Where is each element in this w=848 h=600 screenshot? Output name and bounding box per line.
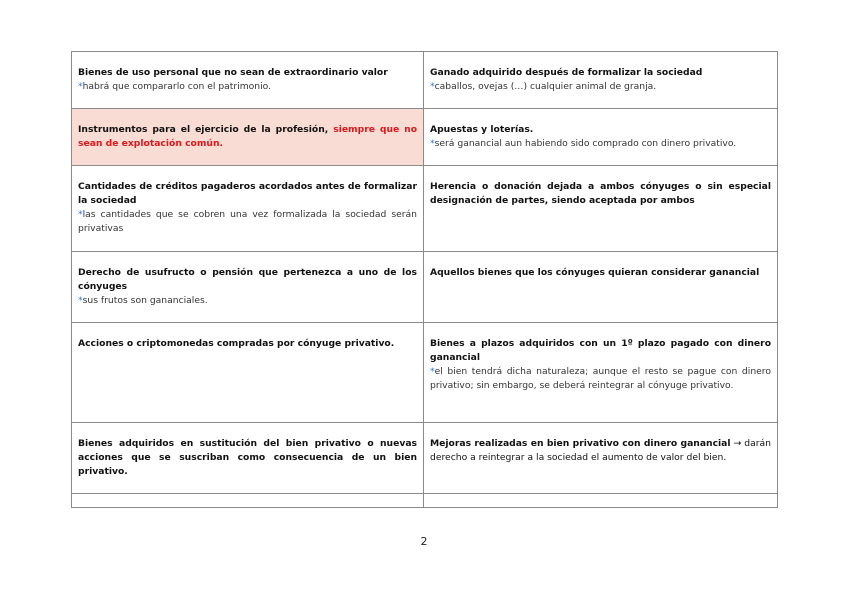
table-row <box>72 323 778 423</box>
page-number: 2 <box>420 535 428 548</box>
cell-title: Bienes adquiridos en sustitución del bien privativo o nuevas acciones que se suscriban como consecuencia de un bien privativo. <box>78 438 417 477</box>
cell-note: *las cantidades que se cobren una vez formalizada la sociedad serán privativas <box>78 209 417 234</box>
cell-title: Bienes de uso personal que no sean de extraordinario valor <box>78 67 388 78</box>
table-row <box>72 166 778 252</box>
cell-note: *será ganancial aun habiendo sido comprado con dinero privativo. <box>430 138 737 149</box>
table-cell <box>424 252 778 323</box>
asterisk-marker: * <box>78 209 83 220</box>
table-cell <box>72 166 424 252</box>
table-row <box>72 109 778 166</box>
table-cell <box>72 52 424 109</box>
table-row <box>72 423 778 494</box>
cell-title: Bienes a plazos adquiridos con un 1º plazo pagado con dinero ganancial <box>430 338 771 363</box>
cell-text <box>430 437 771 465</box>
cell-note: *sus frutos son gananciales. <box>78 295 208 306</box>
table-cell <box>424 494 778 508</box>
cell-title: Cantidades de créditos pagaderos acordados antes de formalizar la sociedad <box>78 181 417 206</box>
table-cell <box>424 109 778 166</box>
table-cell <box>424 423 778 494</box>
cell-title: Herencia o donación dejada a ambos cónyuges o sin especial designación de partes, siendo aceptada por ambos <box>430 181 771 206</box>
table-cell-highlighted <box>72 109 424 166</box>
warning-text: siempre que no sean de explotación común. <box>78 124 418 149</box>
table-cell <box>72 323 424 423</box>
cell-title: Ganado adquirido después de formalizar la sociedad <box>430 67 703 78</box>
asterisk-marker: * <box>430 138 435 149</box>
asterisk-marker: * <box>78 295 83 306</box>
table-cell <box>72 423 424 494</box>
table-row <box>72 52 778 109</box>
cell-note: → darán derecho a reintegrar a la sociedad el aumento de valor del bien. <box>430 438 771 463</box>
table-row-empty <box>72 494 778 508</box>
table-cell <box>424 323 778 423</box>
cell-title: Derecho de usufructo o pensión que pertenezca a uno de los cónyuges <box>78 267 417 292</box>
cell-title: Apuestas y loterías. <box>430 124 534 135</box>
content-table <box>71 51 778 508</box>
cell-note: *caballos, ovejas (…) cualquier animal de granja. <box>430 81 657 92</box>
cell-title: Aquellos bienes que los cónyuges quieran considerar ganancial <box>430 267 760 278</box>
cell-note: *el bien tendrá dicha naturaleza; aunque el resto se pague con dinero privativo; sin embargo, se deberá reintegrar al cónyuge privativo. <box>430 366 771 391</box>
cell-title: Acciones o criptomonedas compradas por cónyuge privativo. <box>78 338 395 349</box>
table-row <box>72 252 778 323</box>
table-cell <box>424 52 778 109</box>
asterisk-marker: * <box>430 366 435 377</box>
asterisk-marker: * <box>430 81 435 92</box>
cell-title: Mejoras realizadas en bien privativo con dinero ganancial <box>430 438 731 449</box>
table-cell <box>424 166 778 252</box>
cell-title: Instrumentos para el ejercicio de la profesión, siempre que no sean de explotación común. <box>78 124 418 149</box>
table-cell <box>72 252 424 323</box>
cell-note: *habrá que compararlo con el patrimonio. <box>78 81 272 92</box>
table-cell <box>72 494 424 508</box>
asterisk-marker: * <box>78 81 83 92</box>
